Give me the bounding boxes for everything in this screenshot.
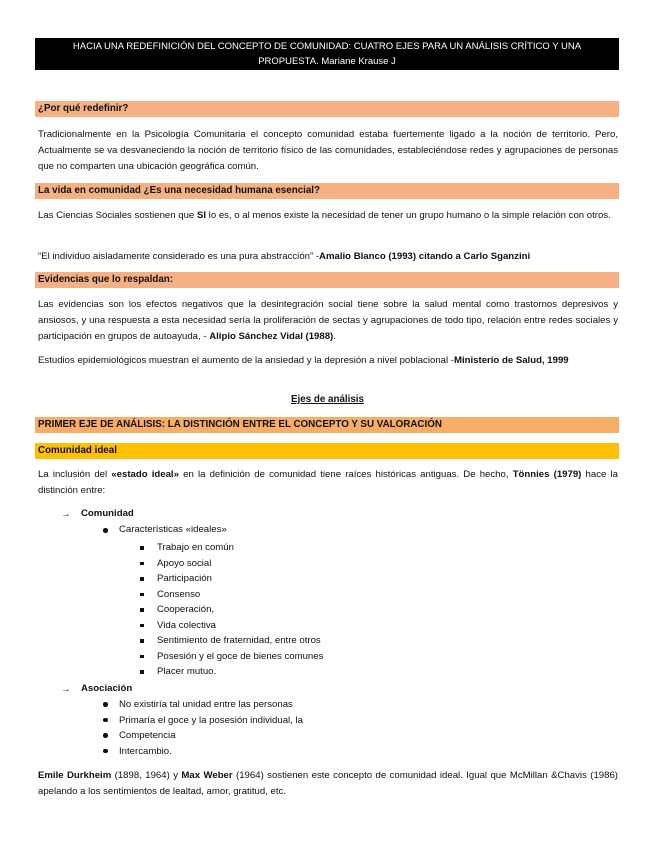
axes-title: Ejes de análisis (291, 394, 364, 405)
asociacion-item: No existiría tal unidad entre las personas (119, 699, 293, 710)
paragraph-ideal: La inclusión del «estado ideal» en la definición de comunidad tiene raíces históricas antiguas. De hecho, Tönnies (1979) hace la distinción entre: (38, 469, 618, 496)
author-durkheim: Emile Durkheim (38, 770, 112, 781)
emphasis-si: SI (196, 210, 207, 221)
bullet-dot-icon (103, 718, 108, 723)
studies-author: Ministerio de Salud, 1999 (453, 355, 569, 366)
title-line-2: PROPUESTA. Mariane Krause J (258, 56, 396, 67)
bullet-dot-icon (103, 733, 108, 738)
paragraph-need: Las Ciencias Sociales sostienen que SI lo es, o al menos existe la necesidad de tener un grupo humano o la simple relación con otros. (38, 210, 611, 221)
comunidad-item: Apoyo social (157, 557, 212, 569)
section-heading-need: La vida en comunidad ¿Es una necesidad humana esencial? (35, 183, 619, 199)
section-heading-axis1: PRIMER EJE DE ANÁLISIS: LA DISTINCIÓN ENTRE EL CONCEPTO Y SU VALORACIÓN (35, 417, 619, 433)
square-bullet-icon (140, 593, 144, 597)
outline-caracteristicas: Características «ideales» (119, 524, 227, 535)
title-line-1: HACIA UNA REDEFINICIÓN DEL CONCEPTO DE COMUNIDAD: CUATRO EJES PARA UN ANÁLISIS CRÍTICO Y UNA (72, 41, 582, 52)
section-heading-ideal: Comunidad ideal (35, 443, 619, 459)
square-bullet-icon (140, 639, 144, 643)
comunidad-item: Vida colectiva (157, 619, 217, 631)
comunidad-item: Sentimiento de fraternidad, entre otros (157, 635, 321, 646)
comunidad-item: Posesión y el goce de bienes comunes (157, 650, 324, 662)
section-heading-why: ¿Por qué redefinir? (35, 101, 619, 117)
emphasis-estado-ideal: «estado ideal» (111, 469, 179, 480)
comunidad-item: Cooperación, (157, 604, 215, 615)
bullet-dot-icon (103, 749, 108, 754)
comunidad-item: Trabajo en común (157, 542, 234, 553)
bullet-dot-icon (103, 528, 108, 533)
square-bullet-icon (140, 655, 144, 659)
quote-paragraph (38, 249, 618, 265)
section-heading-evidence: Evidencias que lo respaldan: (35, 272, 619, 288)
square-bullet-icon (140, 546, 144, 550)
paragraph-closing: Emile Durkheim (1898, 1964) y Max Weber (1964) sostienen este concepto de comunidad ideal. Igual que McMillan &Chavis (1986) apelando a los sentimientos de lealtad, amor, gratitud, etc. (38, 770, 618, 797)
comunidad-item: Consenso (157, 588, 201, 600)
document-title (35, 38, 619, 70)
author-weber: Max Weber (181, 770, 233, 781)
square-bullet-icon (140, 624, 144, 628)
paragraph-evidence: Las evidencias son los efectos negativos que la desintegración social tiene sobre la salud mental como trastornos depresivos y ansiosos, y una respuesta a esta necesidad sería la proliferación de sectas y agrupaciones de todo tipo, relación entre redes sociales y participación en grupos de autoayuda, - Alipio Sánchez Vidal (1988). (38, 299, 618, 342)
paragraph-why: Tradicionalmente en la Psicología Comunitaria el concepto comunidad estaba fuertemente ligado a la noción de territorio. Pero, Actualmente se va desvaneciendo la noción de territorio físico de las comunidades, estableciéndose redes y agrupaciones de personas que no comparten una ubicación geográfica común. (38, 129, 618, 172)
square-bullet-icon (140, 670, 144, 674)
asociacion-item: Competencia (119, 730, 176, 741)
evidence-author: Alipio Sánchez Vidal (1988) (209, 331, 334, 342)
author-tonnies: Tönnies (1979) (512, 469, 582, 480)
arrow-icon: → (61, 684, 71, 695)
square-bullet-icon (140, 562, 144, 566)
comunidad-item: Placer mutuo. (157, 666, 217, 677)
square-bullet-icon (140, 577, 144, 581)
asociacion-item: Primaría el goce y la posesión individual, la (119, 714, 303, 726)
square-bullet-icon (140, 608, 144, 612)
arrow-icon: → (61, 509, 71, 520)
outline-asociacion: Asociación (81, 683, 133, 694)
outline-comunidad: Comunidad (81, 508, 134, 519)
bullet-dot-icon (103, 702, 108, 707)
asociacion-item: Intercambio. (119, 745, 172, 757)
quote-text: “El individuo aisladamente considerado es una pura abstracción” - (38, 251, 320, 262)
comunidad-item: Participación (157, 573, 212, 584)
paragraph-studies: Estudios epidemiológicos muestran el aumento de la ansiedad y la depresión a nivel poblacional -Ministerio de Salud, 1999 (38, 355, 569, 366)
quote-author: Amalio Blanco (1993) citando a Carlo Sganzini (319, 251, 531, 262)
